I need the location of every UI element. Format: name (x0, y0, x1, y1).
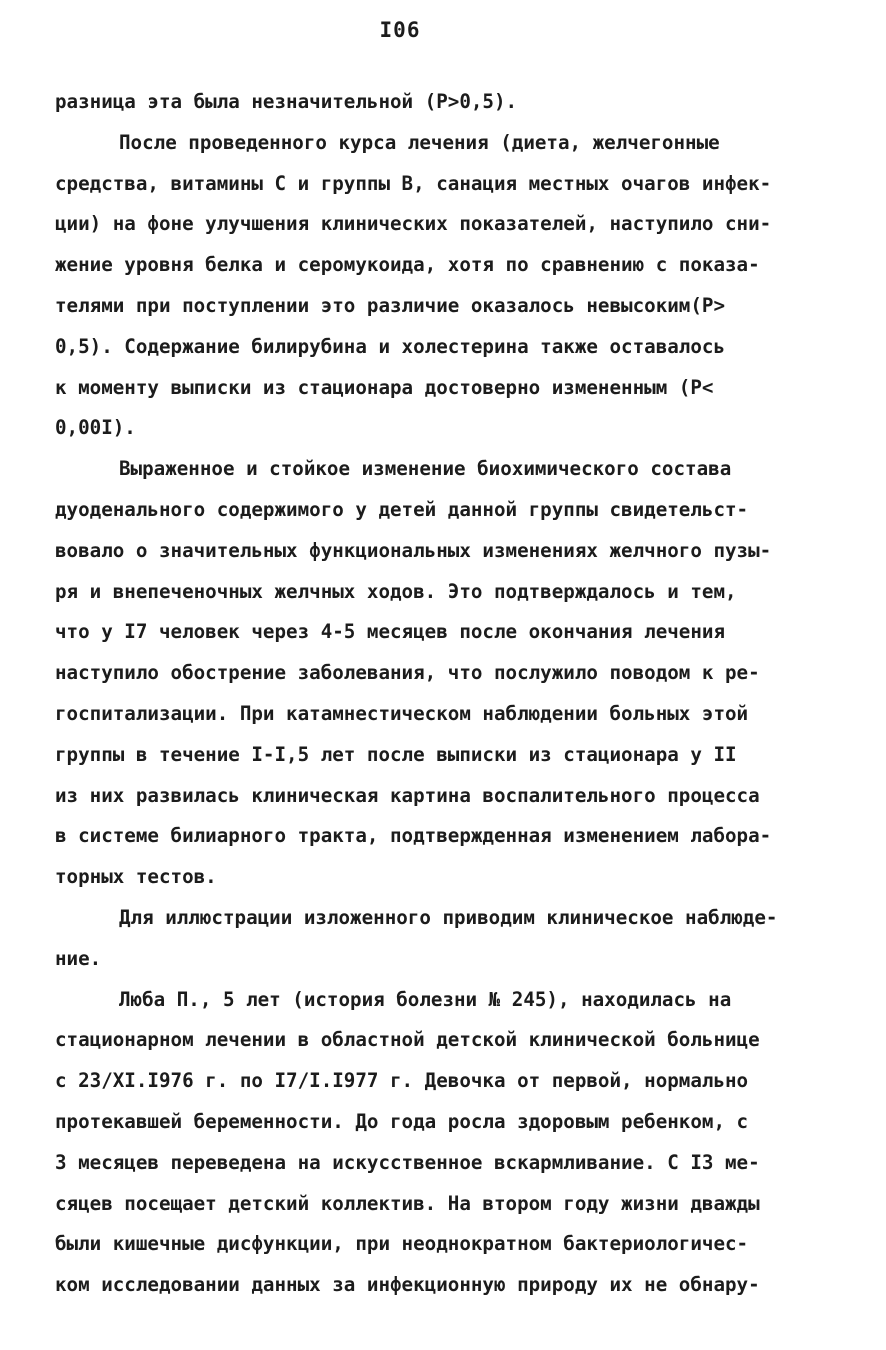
text-line: к моменту выписки из стационара достоверно измененным (P< (55, 375, 714, 399)
text-line: сяцев посещает детский коллектив. На втором году жизни дважды (55, 1191, 760, 1215)
text-line: из них развилась клиническая картина воспалительного процесса (55, 783, 760, 807)
text-line: Люба П., 5 лет (история болезни № 245), находилась на (119, 987, 732, 1011)
text-line: госпитализации. При катамнестическом наблюдении больных этой (55, 701, 749, 725)
text-line: разница эта была незначительной (P>0,5). (55, 90, 518, 113)
text-line: дуоденального содержимого у детей данной группы свидетельст- (55, 497, 749, 521)
text-line: жение уровня белка и серомукоида, хотя по сравнению с показа- (55, 253, 760, 277)
text-line: ком исследовании данных за инфекционную природу их не обнару- (55, 1273, 760, 1297)
body-text (55, 82, 835, 1306)
text-line: стационарном лечении в областной детской клинической больнице (55, 1028, 760, 1052)
text-line: ции) на фоне улучшения клинических показателей, наступило сни- (55, 212, 772, 236)
text-line: наступило обострение заболевания, что послужило поводом к ре- (55, 661, 760, 685)
text-line: ние. (55, 946, 102, 970)
text-line: средства, витамины С и группы В, санация местных очагов инфек- (55, 171, 772, 195)
text-line: протекавшей беременности. До года росла здоровым ребенком, с (55, 1109, 749, 1133)
text-line: были кишечные дисфункции, при неоднократном бактериологичес- (55, 1232, 749, 1256)
text-line: вовало о значительных функциональных изменениях желчного пузы- (55, 538, 772, 562)
text-line: торных тестов. (55, 865, 217, 889)
text-line: 0,00I). (55, 416, 136, 440)
text-line: с 23/XI.I976 г. по I7/I.I977 г. Девочка от первой, нормально (55, 1069, 749, 1093)
text-line: группы в течение I-I,5 лет после выписки из стационара у II (55, 742, 737, 766)
text-line: 0,5). Содержание билирубина и холестерина также оставалось (55, 334, 726, 358)
text-line: Выраженное и стойкое изменение биохимического состава (119, 457, 732, 481)
text-line: ря и внепеченочных желчных ходов. Это подтверждалось и тем, (55, 579, 737, 603)
text-line: телями при поступлении это различие оказалось невысоким(P> (55, 293, 726, 317)
text-line: 3 месяцев переведена на искусственное вскармливание. С I3 ме- (55, 1150, 760, 1174)
text-line: что у I7 человек через 4-5 месяцев после окончания лечения (55, 620, 726, 644)
page-number: I06 (379, 18, 421, 42)
text-line: Для иллюстрации изложенного приводим клиническое наблюде- (119, 905, 778, 929)
text-line: в системе билиарного тракта, подтвержденная изменением лабора- (55, 824, 772, 848)
text-line: После проведенного курса лечения (диета, желчегонные (119, 130, 720, 154)
